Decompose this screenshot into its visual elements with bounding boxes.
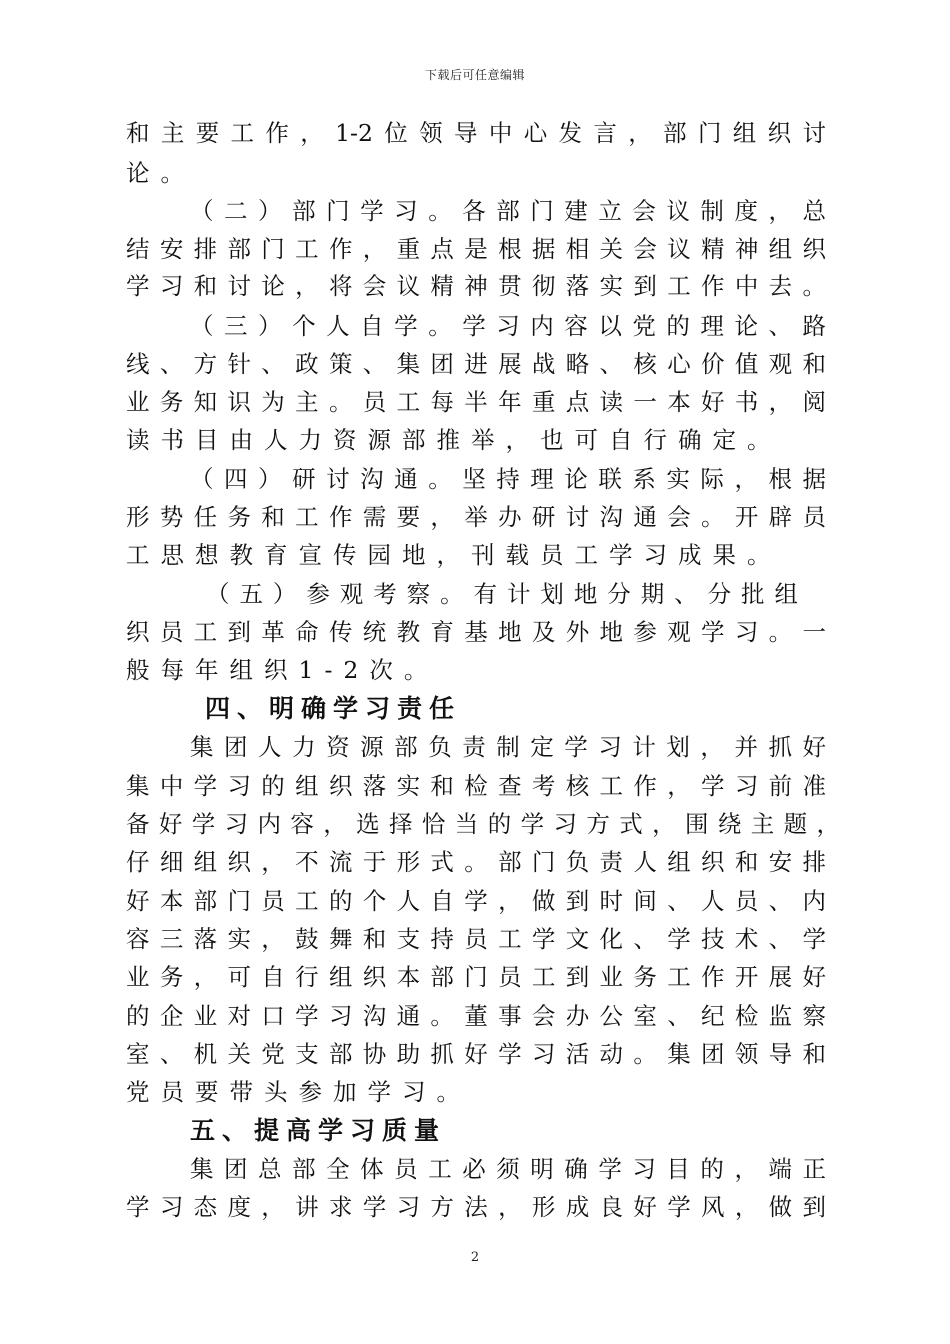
text-line: 集中学习的组织落实和检查考核工作，学习前准 <box>126 772 826 800</box>
page-number: 2 <box>470 1250 480 1265</box>
text-line: 和主要工作，1-2位领导中心发言，部门组织讨 <box>126 119 826 147</box>
text-line: 读书目由人力资源部推举，也可自行确定。 <box>126 426 782 454</box>
text-line: 好本部门员工的个人自学，做到时间、人员、内 <box>126 887 826 915</box>
text-line: 业务知识为主。员工每半年重点读一本好书，阅 <box>126 388 826 416</box>
text-line: 学习和讨论，将会议精神贯彻落实到工作中去。 <box>126 272 826 300</box>
text-line: 学习态度，讲求学习方法，形成良好学风，做到 <box>126 1193 826 1221</box>
text-line: （五）参观考察。有计划地分期、分批组 <box>206 580 798 608</box>
text-line: 集团人力资源部负责制定学习计划，并抓好 <box>190 733 826 761</box>
section-heading: 四、明确学习责任 <box>205 694 462 723</box>
text-line: 织员工到革命传统教育基地及外地参观学习。一 <box>126 618 826 646</box>
text-line: 容三落实，鼓舞和支持员工学文化、学技术、学 <box>126 925 826 953</box>
text-line: 集团总部全体员工必须明确学习目的，端正 <box>190 1155 826 1183</box>
text-line: （四）研讨沟通。坚持理论联系实际，根据 <box>190 465 826 493</box>
text-line: 的企业对口学习沟通。董事会办公室、纪检监察 <box>126 1002 826 1030</box>
text-line: 业务，可自行组织本部门员工到业务工作开展好 <box>126 963 826 991</box>
page-header: 下载后可任意编辑 <box>424 68 525 82</box>
text-line: 论。 <box>126 159 195 187</box>
section-heading: 五、提高学习质量 <box>190 1116 447 1145</box>
text-line: 线、方针、政策、集团进展战略、核心价值观和 <box>126 350 826 378</box>
text-line: 室、机关党支部协助抓好学习活动。集团领导和 <box>126 1040 826 1068</box>
text-line: （三）个人自学。学习内容以党的理论、路 <box>190 312 826 340</box>
text-line: 结安排部门工作，重点是根据相关会议精神组织 <box>126 235 826 263</box>
text-line: 仔细组织，不流于形式。部门负责人组织和安排 <box>126 848 826 876</box>
text-line: 工思想教育宣传园地，刊载员工学习成果。 <box>126 541 782 569</box>
text-line: 党员要带头参加学习。 <box>126 1078 471 1106</box>
text-line: 般每年组织1-2次。 <box>126 656 439 684</box>
text-line: 形势任务和工作需要，举办研讨沟通会。开辟员 <box>126 503 826 531</box>
text-line: 备好学习内容，选择恰当的学习方式，围绕主题， <box>126 810 840 838</box>
text-line: （二）部门学习。各部门建立会议制度，总 <box>190 197 826 225</box>
